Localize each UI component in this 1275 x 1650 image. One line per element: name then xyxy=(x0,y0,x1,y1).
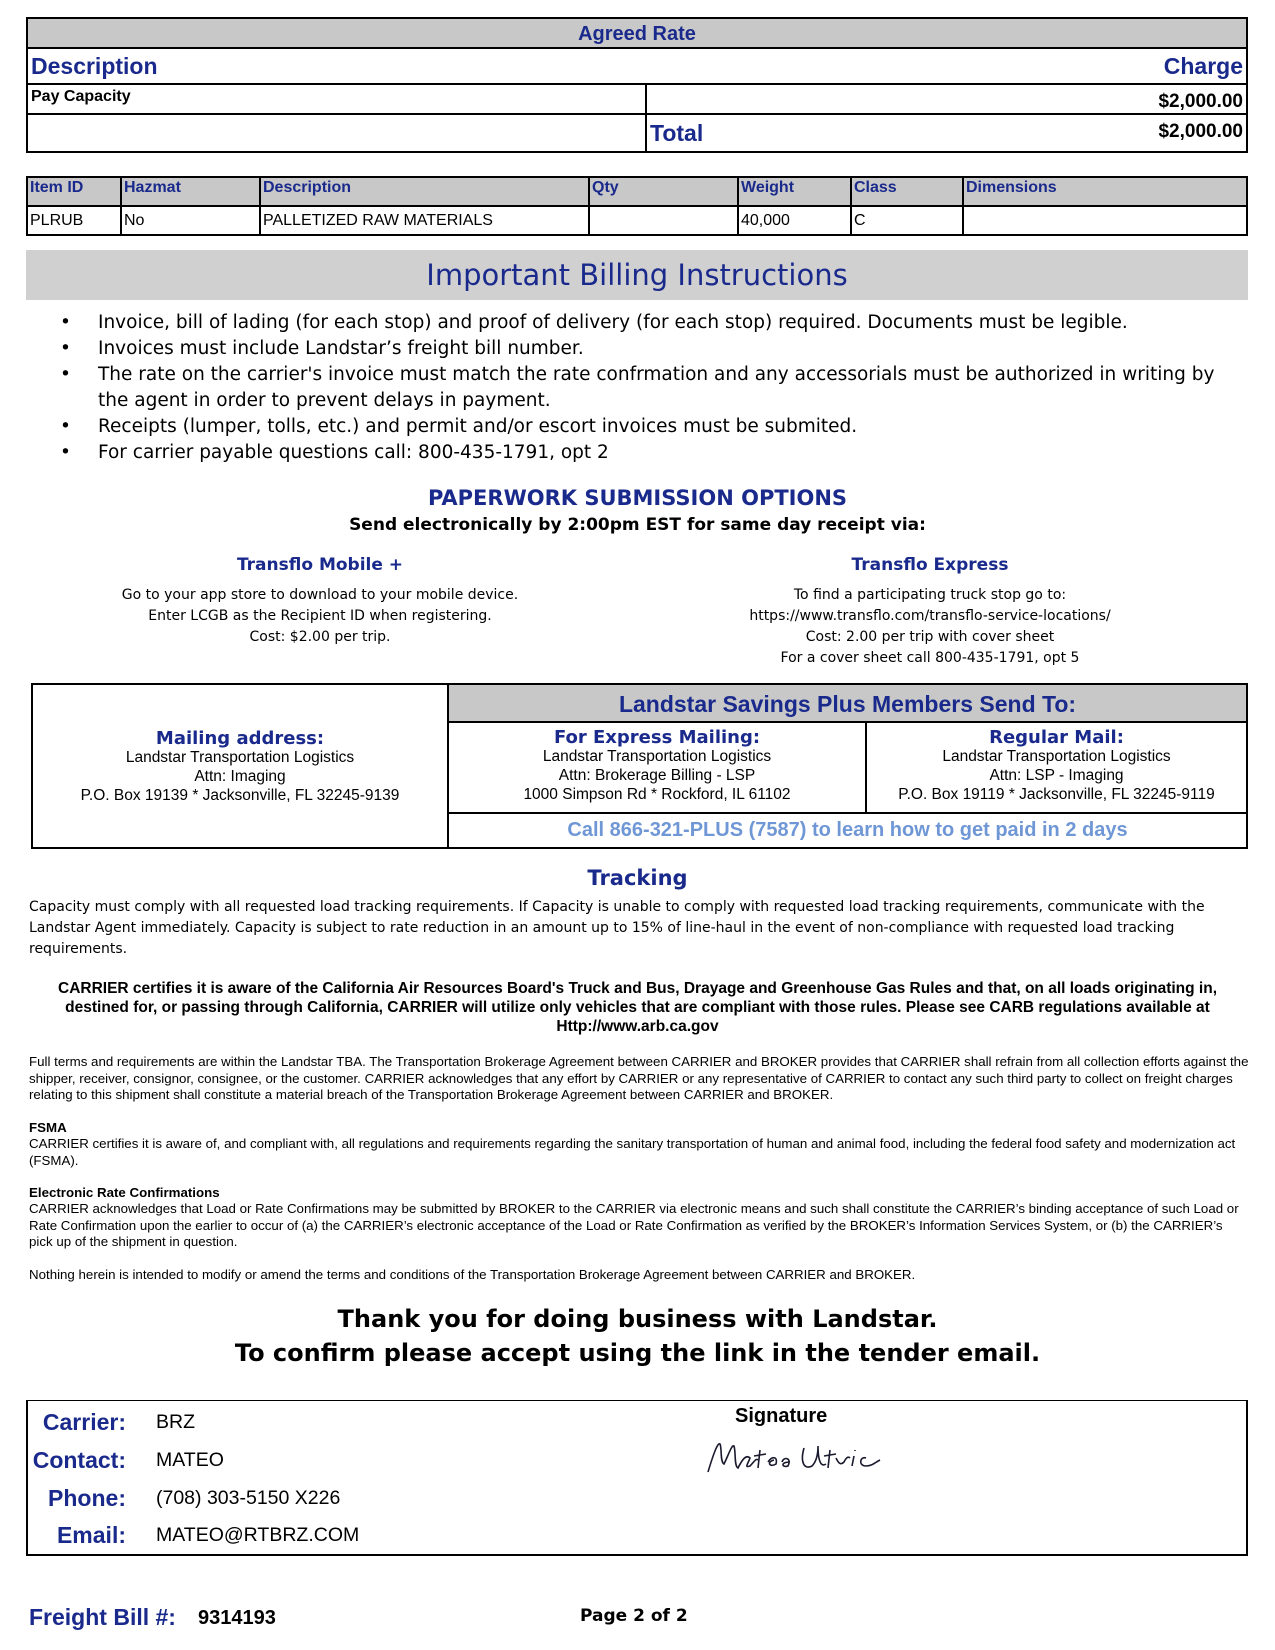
cell-description: PALLETIZED RAW MATERIALS xyxy=(260,206,589,235)
text-line: 1000 Simpson Rd * Rockford, IL 61102 xyxy=(523,786,791,803)
disclaimer-text: Nothing herein is intended to modify or amend the terms and conditions of the Transportation Brokerage Agreement between CARRIER and BROKER. xyxy=(29,1267,916,1282)
carrier-value: BRZ xyxy=(156,1411,195,1433)
transflo-url: https://www.transflo.com/transflo-service-locations/ xyxy=(749,608,1111,624)
freight-bill-label: Freight Bill #: xyxy=(29,1604,176,1630)
contact-label: Contact: xyxy=(32,1447,126,1473)
cell-dimensions xyxy=(963,206,1247,235)
total-label: Total xyxy=(650,120,704,146)
text-line: For a cover sheet call 800-435-1791, opt 5 xyxy=(780,650,1080,666)
savings-plus-call: Call 866-321-PLUS (7587) to learn how to get paid in 2 days xyxy=(567,819,1128,841)
list-item: • The rate on the carrier's invoice must match the rate confrmation and any accessorials must be authorized in writing by the agent in order to prevent delays in payment. xyxy=(54,362,1244,414)
line-item-amount: $2,000.00 xyxy=(1158,91,1243,112)
header-weight: Weight xyxy=(738,177,851,206)
text-line: Landstar Transportation Logistics xyxy=(542,748,772,765)
table-row xyxy=(27,206,1247,235)
agreed-rate-title: Agreed Rate xyxy=(28,19,1246,49)
text-line: Enter LCGB as the Recipient ID when registering. xyxy=(148,608,492,624)
carrier-info-box xyxy=(26,1400,1248,1556)
billing-instructions-title: Important Billing Instructions xyxy=(26,250,1248,300)
mailing-address-title: Mailing address: xyxy=(155,728,325,749)
regular-mail-address xyxy=(867,723,1246,814)
signature-label: Signature xyxy=(735,1405,828,1427)
list-item: • Invoices must include Landstar’s freight bill number. xyxy=(54,336,1244,362)
fsma-title: FSMA xyxy=(29,1120,67,1135)
text-line: Landstar Transportation Logistics xyxy=(125,749,355,766)
charge-header: Charge xyxy=(1163,53,1243,79)
billing-instructions-list xyxy=(54,310,1244,466)
page-number: Page 2 of 2 xyxy=(580,1606,688,1626)
tracking-title: Tracking xyxy=(587,866,688,890)
text-line: Attn: LSP - Imaging xyxy=(989,767,1124,784)
erc-title: Electronic Rate Confirmations xyxy=(29,1185,220,1200)
contact-value: MATEO xyxy=(156,1449,224,1471)
cell-weight: 40,000 xyxy=(738,206,851,235)
text-line: P.O. Box 19119 * Jacksonville, FL 32245-9119 xyxy=(898,786,1215,803)
transflo-mobile-details xyxy=(70,585,570,648)
mailing-addresses-box xyxy=(31,683,1248,849)
cell-class: C xyxy=(851,206,963,235)
list-item: • Invoice, bill of lading (for each stop) and proof of delivery (for each stop) required. Documents must be legible. xyxy=(54,310,1244,336)
mailing-address xyxy=(33,685,449,847)
email-value: MATEO@RTBRZ.COM xyxy=(156,1524,360,1546)
header-description: Description xyxy=(260,177,589,206)
header-qty: Qty xyxy=(589,177,738,206)
text-line: P.O. Box 19139 * Jacksonville, FL 32245-9139 xyxy=(80,787,400,804)
terms-text: Full terms and requirements are within the Landstar TBA. The Transportation Brokerage Agreement between CARRIER and BROKER provides that CARRIER shall refrain from all collection efforts against the shipper, receiver, consignor, consignee, or the customer. CARRIER acknowledges that any effort by CARRIER or any representative of CARRIER to contact any such third party to collect on freight charges relating to this shipment shall constitute a material breach of the Transportation Brokerage Agreement between CARRIER and BROKER. xyxy=(29,1054,1249,1102)
confirm-line: To confirm please accept using the link in the tender email. xyxy=(234,1339,1041,1367)
tracking-text: Capacity must comply with all requested load tracking requirements. If Capacity is unable to comply with requested load tracking requirements, communicate with the Landstar Agent immediately. Capacity is subject to rate reduction in an amount up to 15% of line-haul in the event of non-compliance with requested load tracking requirements. xyxy=(29,899,1205,957)
regular-mail-title: Regular Mail: xyxy=(989,727,1124,748)
carrier-label: Carrier: xyxy=(42,1409,126,1435)
items-table xyxy=(26,176,1248,236)
text-line: Go to your app store to download to your mobile device. xyxy=(121,587,519,603)
thank-you-line: Thank you for doing business with Landstar. xyxy=(337,1305,938,1333)
paperwork-subtitle: Send electronically by 2:00pm EST for same day receipt via: xyxy=(349,515,926,535)
text-line: Attn: Imaging xyxy=(194,768,286,785)
express-mailing-address xyxy=(449,723,867,814)
header-dimensions: Dimensions xyxy=(963,177,1247,206)
items-header-row xyxy=(27,177,1247,206)
cell-hazmat: No xyxy=(121,206,260,235)
text-line: Landstar Transportation Logistics xyxy=(942,748,1171,765)
transflo-express-details xyxy=(680,585,1180,669)
freight-bill-number: 9314193 xyxy=(198,1607,276,1629)
list-item: • Receipts (lumper, tolls, etc.) and permit and/or escort invoices must be submited. xyxy=(54,414,1244,440)
transflo-mobile-title: Transflo Mobile + xyxy=(236,555,404,575)
express-mailing-title: For Express Mailing: xyxy=(553,727,761,748)
header-item-id: Item ID xyxy=(27,177,121,206)
signature-image xyxy=(700,1432,910,1482)
paperwork-title: PAPERWORK SUBMISSION OPTIONS xyxy=(427,486,848,510)
text-line: Cost: 2.00 per trip with cover sheet xyxy=(805,629,1055,645)
savings-plus-title: Landstar Savings Plus Members Send To: xyxy=(449,685,1246,723)
line-item-description: Pay Capacity xyxy=(31,88,131,105)
email-label: Email: xyxy=(56,1522,126,1548)
text-line: Cost: $2.00 per trip. xyxy=(249,629,391,645)
cell-item-id: PLRUB xyxy=(27,206,121,235)
text-line: Attn: Brokerage Billing - LSP xyxy=(558,767,756,784)
thank-you-message xyxy=(0,1302,1275,1370)
carb-notice: CARRIER certifies it is aware of the California Air Resources Board's Truck and Bus, Drayage and Greenhouse Gas Rules and that, on all loads originating in, destined for, or passing through California, CARRIER will utilize only vehicles that are compliant with those rules. Please see CARB regulations available at Http://www.arb.ca.gov xyxy=(58,980,1217,1035)
description-header: Description xyxy=(31,53,158,79)
agreed-rate-table xyxy=(26,17,1248,153)
text-line: To find a participating truck stop go to: xyxy=(793,587,1067,603)
list-item: • For carrier payable questions call: 800-435-1791, opt 2 xyxy=(54,440,1244,466)
header-class: Class xyxy=(851,177,963,206)
header-hazmat: Hazmat xyxy=(121,177,260,206)
fsma-text: CARRIER certifies it is aware of, and compliant with, all regulations and requirements regarding the sanitary transportation of human and animal food, including the federal food safety and modernization act (FSMA). xyxy=(29,1136,1236,1168)
cell-qty xyxy=(589,206,738,235)
erc-text: CARRIER acknowledges that Load or Rate Confirmations may be submitted by BROKER to the CARRIER via electronic means and such shall constitute the CARRIER’s binding acceptance of such Load or Rate Confirmation upon the earlier to occur of (a) the CARRIER’s electronic acceptance of the Load or Rate Confirmation as verified by the BROKER’s Information Services System, or (b) the CARRIER’s pick up of the shipment in question. xyxy=(29,1201,1239,1249)
transflo-express-title: Transflo Express xyxy=(851,555,1009,575)
phone-label: Phone: xyxy=(48,1485,126,1511)
phone-value: (708) 303-5150 X226 xyxy=(156,1487,341,1509)
total-amount: $2,000.00 xyxy=(1158,121,1243,142)
